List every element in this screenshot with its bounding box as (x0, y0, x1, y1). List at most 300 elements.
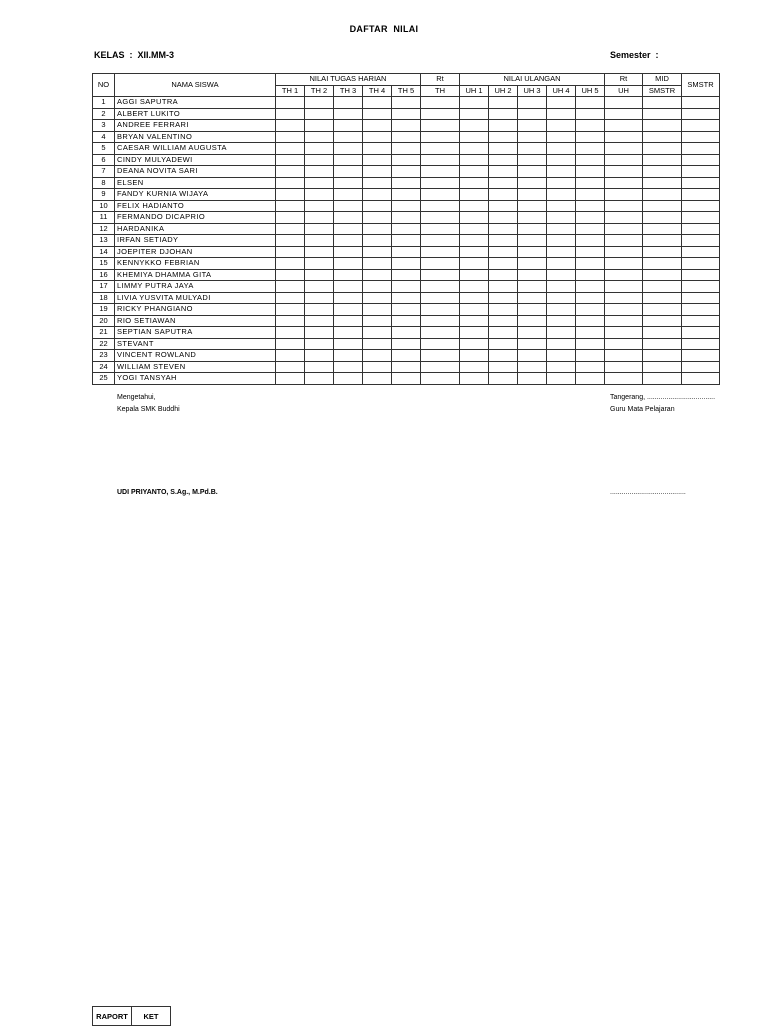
grade-cell (421, 200, 460, 212)
table-row (93, 212, 720, 224)
table-row (93, 292, 720, 304)
grade-cell (276, 350, 305, 362)
grade-cell (334, 292, 363, 304)
table-row (93, 166, 720, 178)
grade-cell (276, 189, 305, 201)
grade-cell (643, 235, 682, 247)
header-no: NO (93, 74, 115, 97)
grade-cell (392, 189, 421, 201)
table-row (93, 246, 720, 258)
grade-cell (643, 189, 682, 201)
raport-header: RAPORT (93, 1007, 132, 1026)
grade-cell (605, 246, 643, 258)
header-nilai-ulangan: NILAI ULANGAN (460, 74, 605, 86)
grade-cell (547, 143, 576, 155)
grade-cell (682, 200, 720, 212)
grade-cell (421, 292, 460, 304)
grade-cell (547, 120, 576, 132)
grade-cell (605, 223, 643, 235)
table-row (93, 120, 720, 132)
grade-cell (460, 200, 489, 212)
grade-cell (547, 258, 576, 270)
grade-cell (605, 373, 643, 385)
grade-cell (518, 373, 547, 385)
grade-cell (489, 177, 518, 189)
ket-header: KET (132, 1007, 171, 1026)
grade-cell (334, 304, 363, 316)
grade-cell (518, 235, 547, 247)
table-row (93, 97, 720, 109)
student-no: 21 (93, 327, 115, 339)
grade-cell (576, 338, 605, 350)
header-th5: TH 5 (392, 85, 421, 97)
grade-cell (421, 166, 460, 178)
grade-cell (682, 350, 720, 362)
grade-cell (305, 212, 334, 224)
grade-cell (305, 166, 334, 178)
grade-cell (460, 154, 489, 166)
grade-cell (363, 212, 392, 224)
grade-cell (276, 108, 305, 120)
grade-cell (421, 304, 460, 316)
grade-cell (547, 304, 576, 316)
header-smstr: SMSTR (682, 74, 720, 97)
header-rt-th-top: Rt (421, 74, 460, 86)
grade-cell (276, 373, 305, 385)
grade-cell (305, 177, 334, 189)
grade-cell (276, 292, 305, 304)
header-rt-th-bottom: TH (421, 85, 460, 97)
grade-cell (682, 315, 720, 327)
grade-cell (334, 177, 363, 189)
grade-cell (576, 223, 605, 235)
grade-cell (392, 177, 421, 189)
grade-cell (421, 189, 460, 201)
grade-cell (334, 373, 363, 385)
grade-cell (682, 154, 720, 166)
grade-cell (334, 235, 363, 247)
grade-cell (276, 281, 305, 293)
grade-cell (460, 120, 489, 132)
table-row (93, 154, 720, 166)
grade-cell (305, 131, 334, 143)
grade-cell (460, 131, 489, 143)
student-no: 23 (93, 350, 115, 362)
grade-cell (576, 350, 605, 362)
grade-cell (460, 212, 489, 224)
grade-cell (576, 292, 605, 304)
grade-cell (392, 108, 421, 120)
grade-cell (421, 223, 460, 235)
semester-label: Semester : (610, 50, 659, 60)
grade-cell (305, 304, 334, 316)
header-th2: TH 2 (305, 85, 334, 97)
grade-cell (547, 315, 576, 327)
grade-cell (518, 97, 547, 109)
student-no: 3 (93, 120, 115, 132)
grade-cell (334, 108, 363, 120)
grade-cell (363, 120, 392, 132)
grade-cell (682, 212, 720, 224)
grade-cell (334, 327, 363, 339)
document-title: DAFTAR NILAI (349, 24, 419, 34)
grade-cell (363, 327, 392, 339)
grade-cell (392, 120, 421, 132)
grade-cell (682, 246, 720, 258)
table-row (93, 269, 720, 281)
grade-cell (518, 212, 547, 224)
grade-cell (460, 269, 489, 281)
grade-cell (305, 97, 334, 109)
grade-cell (460, 97, 489, 109)
grade-cell (276, 131, 305, 143)
grade-cell (334, 166, 363, 178)
grade-cell (392, 304, 421, 316)
student-no: 7 (93, 166, 115, 178)
student-no: 13 (93, 235, 115, 247)
grade-cell (392, 154, 421, 166)
grade-cell (576, 235, 605, 247)
grade-cell (682, 373, 720, 385)
grade-cell (460, 189, 489, 201)
student-no: 9 (93, 189, 115, 201)
grade-cell (489, 108, 518, 120)
student-no: 14 (93, 246, 115, 258)
grade-cell (682, 235, 720, 247)
raport-table (92, 1006, 171, 1026)
grade-cell (363, 177, 392, 189)
grade-cell (518, 269, 547, 281)
grade-cell (489, 281, 518, 293)
grade-cell (518, 327, 547, 339)
grade-cell (276, 338, 305, 350)
grade-cell (276, 177, 305, 189)
grade-cell (363, 97, 392, 109)
grade-cell (363, 350, 392, 362)
grade-cell (392, 223, 421, 235)
header-uh1: UH 1 (460, 85, 489, 97)
grade-cell (643, 304, 682, 316)
grade-cell (643, 108, 682, 120)
grade-cell (605, 200, 643, 212)
grade-cell (421, 258, 460, 270)
grade-cell (605, 235, 643, 247)
student-name: ALBERT LUKITO (115, 108, 276, 120)
grade-cell (334, 143, 363, 155)
grade-cell (460, 304, 489, 316)
grade-cell (276, 200, 305, 212)
grade-cell (460, 143, 489, 155)
student-no: 10 (93, 200, 115, 212)
grade-cell (576, 373, 605, 385)
grade-cell (576, 246, 605, 258)
grade-cell (547, 154, 576, 166)
grade-cell (643, 281, 682, 293)
grade-cell (605, 120, 643, 132)
grade-cell (334, 131, 363, 143)
grade-cell (605, 189, 643, 201)
grade-table-body (93, 97, 720, 385)
grade-cell (421, 143, 460, 155)
grade-cell (643, 154, 682, 166)
grade-cell (576, 315, 605, 327)
grade-cell (518, 338, 547, 350)
table-row (93, 315, 720, 327)
grade-cell (605, 304, 643, 316)
table-row (93, 373, 720, 385)
grade-cell (276, 246, 305, 258)
grade-cell (682, 166, 720, 178)
grade-cell (489, 131, 518, 143)
table-row (93, 131, 720, 143)
grade-cell (643, 269, 682, 281)
grade-cell (276, 97, 305, 109)
grade-cell (305, 189, 334, 201)
student-name: FERMANDO DICAPRIO (115, 212, 276, 224)
header-th3: TH 3 (334, 85, 363, 97)
grade-cell (547, 373, 576, 385)
grade-cell (334, 361, 363, 373)
class-label: KELAS : XII.MM-3 (94, 50, 175, 60)
table-row (93, 143, 720, 155)
grade-cell (643, 373, 682, 385)
grade-cell (605, 281, 643, 293)
grade-cell (363, 258, 392, 270)
grade-cell (276, 304, 305, 316)
grade-cell (605, 327, 643, 339)
header-mid-bottom: SMSTR (643, 85, 682, 97)
grade-cell (643, 212, 682, 224)
grade-cell (276, 235, 305, 247)
grade-cell (576, 304, 605, 316)
grade-cell (489, 258, 518, 270)
grade-cell (643, 246, 682, 258)
grade-cell (392, 361, 421, 373)
grade-cell (643, 97, 682, 109)
grade-cell (460, 373, 489, 385)
grade-cell (363, 315, 392, 327)
grade-cell (276, 258, 305, 270)
grade-cell (392, 373, 421, 385)
grade-cell (605, 361, 643, 373)
student-name: FANDY KURNIA WIJAYA (115, 189, 276, 201)
guru-label: Guru Mata Pelajaran (610, 406, 675, 413)
grade-cell (576, 200, 605, 212)
grade-cell (547, 327, 576, 339)
grade-cell (489, 189, 518, 201)
table-row (93, 108, 720, 120)
grade-cell (547, 350, 576, 362)
grade-cell (363, 304, 392, 316)
grade-cell (643, 131, 682, 143)
student-no: 2 (93, 108, 115, 120)
grade-cell (547, 292, 576, 304)
student-name: LIMMY PUTRA JAYA (115, 281, 276, 293)
grade-cell (392, 292, 421, 304)
header-uh4: UH 4 (547, 85, 576, 97)
grade-cell (518, 189, 547, 201)
grade-cell (392, 327, 421, 339)
grade-cell (518, 281, 547, 293)
grade-cell (460, 223, 489, 235)
student-no: 12 (93, 223, 115, 235)
student-no: 4 (93, 131, 115, 143)
table-row (93, 258, 720, 270)
grade-cell (576, 120, 605, 132)
grade-table (92, 73, 720, 385)
grade-cell (489, 154, 518, 166)
student-no: 22 (93, 338, 115, 350)
student-name: RIO SETIAWAN (115, 315, 276, 327)
student-name: SEPTIAN SAPUTRA (115, 327, 276, 339)
header-nama-siswa: NAMA SISWA (115, 74, 276, 97)
grade-cell (547, 338, 576, 350)
grade-cell (363, 246, 392, 258)
grade-cell (460, 327, 489, 339)
grade-cell (305, 269, 334, 281)
grade-cell (576, 269, 605, 281)
grade-cell (489, 246, 518, 258)
grade-cell (643, 166, 682, 178)
grade-cell (305, 361, 334, 373)
grade-cell (682, 189, 720, 201)
grade-cell (421, 350, 460, 362)
grade-cell (305, 315, 334, 327)
grade-cell (489, 292, 518, 304)
student-name: WILLIAM STEVEN (115, 361, 276, 373)
grade-cell (682, 304, 720, 316)
grade-cell (363, 200, 392, 212)
grade-cell (305, 281, 334, 293)
grade-cell (547, 269, 576, 281)
grade-cell (518, 177, 547, 189)
grade-cell (518, 315, 547, 327)
grade-cell (682, 338, 720, 350)
grade-cell (363, 154, 392, 166)
grade-cell (576, 189, 605, 201)
grade-cell (392, 131, 421, 143)
grade-cell (363, 281, 392, 293)
grade-cell (421, 281, 460, 293)
student-no: 19 (93, 304, 115, 316)
student-name: CAESAR WILLIAM AUGUSTA (115, 143, 276, 155)
grade-cell (392, 97, 421, 109)
header-uh2: UH 2 (489, 85, 518, 97)
grade-cell (489, 327, 518, 339)
grade-cell (276, 315, 305, 327)
grade-cell (392, 269, 421, 281)
grade-cell (489, 373, 518, 385)
grade-cell (576, 361, 605, 373)
table-row (93, 223, 720, 235)
grade-cell (605, 292, 643, 304)
grade-cell (682, 361, 720, 373)
grade-cell (605, 269, 643, 281)
grade-cell (518, 361, 547, 373)
header-rt-uh-bottom: UH (605, 85, 643, 97)
grade-cell (460, 166, 489, 178)
grade-cell (682, 292, 720, 304)
grade-cell (392, 315, 421, 327)
grade-cell (682, 327, 720, 339)
grade-cell (547, 189, 576, 201)
grade-cell (518, 223, 547, 235)
grade-cell (421, 120, 460, 132)
grade-cell (643, 327, 682, 339)
grade-cell (276, 361, 305, 373)
grade-cell (489, 166, 518, 178)
grade-cell (460, 338, 489, 350)
grade-cell (305, 258, 334, 270)
grade-cell (489, 361, 518, 373)
grade-cell (643, 350, 682, 362)
grade-cell (576, 108, 605, 120)
grade-cell (334, 350, 363, 362)
student-name: BRYAN VALENTINO (115, 131, 276, 143)
grade-cell (547, 166, 576, 178)
grade-cell (305, 246, 334, 258)
student-name: KENNYKKO FEBRIAN (115, 258, 276, 270)
mengetahui-label: Mengetahui, (117, 394, 156, 401)
grade-cell (643, 200, 682, 212)
grade-cell (547, 246, 576, 258)
grade-cell (276, 212, 305, 224)
student-no: 16 (93, 269, 115, 281)
grade-cell (518, 258, 547, 270)
grade-cell (276, 269, 305, 281)
grade-cell (682, 97, 720, 109)
table-row (93, 350, 720, 362)
grade-cell (489, 338, 518, 350)
table-row (93, 177, 720, 189)
grade-cell (489, 304, 518, 316)
grade-cell (460, 108, 489, 120)
student-no: 1 (93, 97, 115, 109)
table-row (93, 235, 720, 247)
grade-cell (334, 315, 363, 327)
grade-cell (605, 166, 643, 178)
grade-cell (576, 143, 605, 155)
grade-cell (518, 154, 547, 166)
grade-cell (547, 281, 576, 293)
grade-cell (392, 338, 421, 350)
grade-cell (576, 212, 605, 224)
grade-cell (682, 281, 720, 293)
header-tugas-harian: NILAI TUGAS HARIAN (276, 74, 421, 86)
grade-cell (643, 338, 682, 350)
grade-cell (547, 212, 576, 224)
student-no: 24 (93, 361, 115, 373)
grade-cell (605, 108, 643, 120)
grade-cell (576, 281, 605, 293)
grade-cell (643, 361, 682, 373)
header-rt-uh-top: Rt (605, 74, 643, 86)
grade-cell (305, 200, 334, 212)
grade-cell (605, 97, 643, 109)
header-th1: TH 1 (276, 85, 305, 97)
grade-cell (363, 235, 392, 247)
grade-cell (392, 200, 421, 212)
grade-cell (421, 131, 460, 143)
grade-cell (643, 120, 682, 132)
grade-cell (305, 235, 334, 247)
grade-cell (363, 373, 392, 385)
grade-cell (460, 350, 489, 362)
grade-cell (605, 131, 643, 143)
grade-cell (605, 143, 643, 155)
grade-cell (392, 166, 421, 178)
table-row (93, 327, 720, 339)
